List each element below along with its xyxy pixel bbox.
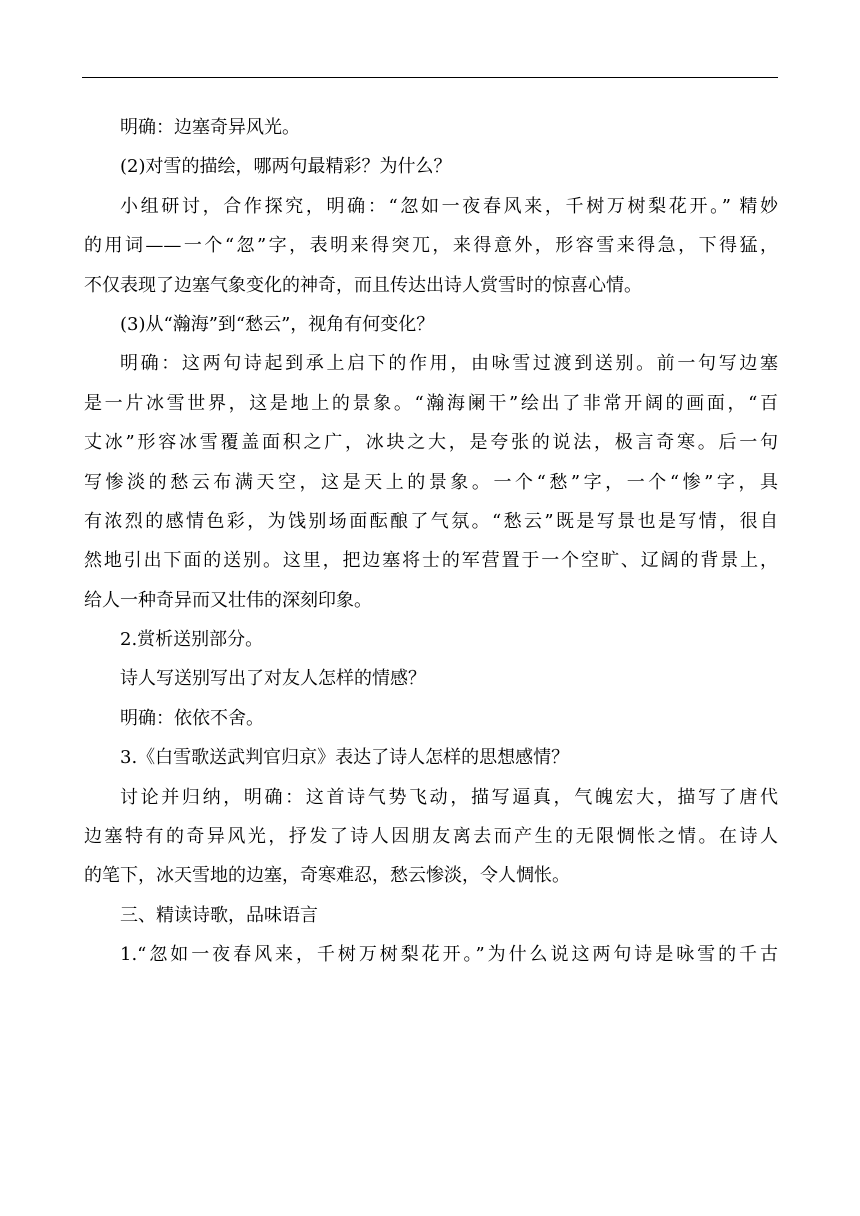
paragraph-line: 诗人写送别写出了对友人怎样的情感？ xyxy=(120,668,426,690)
paragraph-line: 有浓烈的感情色彩，为饯别场面酝酿了气氛。“愁云”既是写景也是写情，很自 xyxy=(84,510,778,532)
paragraph-line: 的用词——一个“忽”字，表明来得突兀，来得意外，形容雪来得急，下得猛， xyxy=(84,235,778,257)
paragraph-line: 不仅表现了边塞气象变化的神奇，而且传达出诗人赏雪时的惊喜心情。 xyxy=(84,274,642,296)
paragraph-line: 的笔下，冰天雪地的边塞，奇寒难忍，愁云惨淡，令人惆怅。 xyxy=(84,865,570,887)
paragraph-line: 写惨淡的愁云布满天空，这是天上的景象。一个“愁”字，一个“惨”字，具 xyxy=(84,471,778,493)
paragraph-line: 边塞特有的奇异风光，抒发了诗人因朋友离去而产生的无限惆怅之情。在诗人 xyxy=(84,826,778,848)
paragraph-line: (3)从“瀚海”到“愁云”，视角有何变化？ xyxy=(120,313,435,335)
paragraph-line: 明确：这两句诗起到承上启下的作用，由咏雪过渡到送别。前一句写边塞 xyxy=(120,353,778,375)
paragraph-line: (2)对雪的描绘，哪两句最精彩？为什么？ xyxy=(120,156,452,178)
paragraph-line: 3.《白雪歌送武判官归京》表达了诗人怎样的思想感情？ xyxy=(120,747,570,769)
paragraph-line: 讨论并归纳，明确：这首诗气势飞动，描写逼真，气魄宏大，描写了唐代 xyxy=(120,786,778,808)
paragraph-line: 然地引出下面的送别。这里，把边塞将士的军营置于一个空旷、辽阔的背景上， xyxy=(84,550,778,572)
paragraph-line: 三、精读诗歌，品味语言 xyxy=(120,904,318,926)
paragraph-line: 给人一种奇异而又壮伟的深刻印象。 xyxy=(84,589,372,611)
paragraph-line: 丈冰”形容冰雪覆盖面积之广，冰块之大，是夸张的说法，极言奇寒。后一句 xyxy=(84,432,778,454)
paragraph-line: 1.“忽如一夜春风来，千树万树梨花开。”为什么说这两句诗是咏雪的千古 xyxy=(120,944,778,966)
header-rule xyxy=(82,77,778,78)
paragraph-line: 是一片冰雪世界，这是地上的景象。“瀚海阑干”绘出了非常开阔的画面，“百 xyxy=(84,392,778,414)
document-body xyxy=(84,108,778,975)
paragraph-line: 小组研讨，合作探究，明确：“忽如一夜春风来，千树万树梨花开。” 精妙 xyxy=(120,195,778,217)
paragraph-line: 明确：依依不舍。 xyxy=(120,707,264,729)
paragraph-line: 2.赏析送别部分。 xyxy=(120,629,264,651)
paragraph-line: 明确：边塞奇异风光。 xyxy=(120,117,300,138)
